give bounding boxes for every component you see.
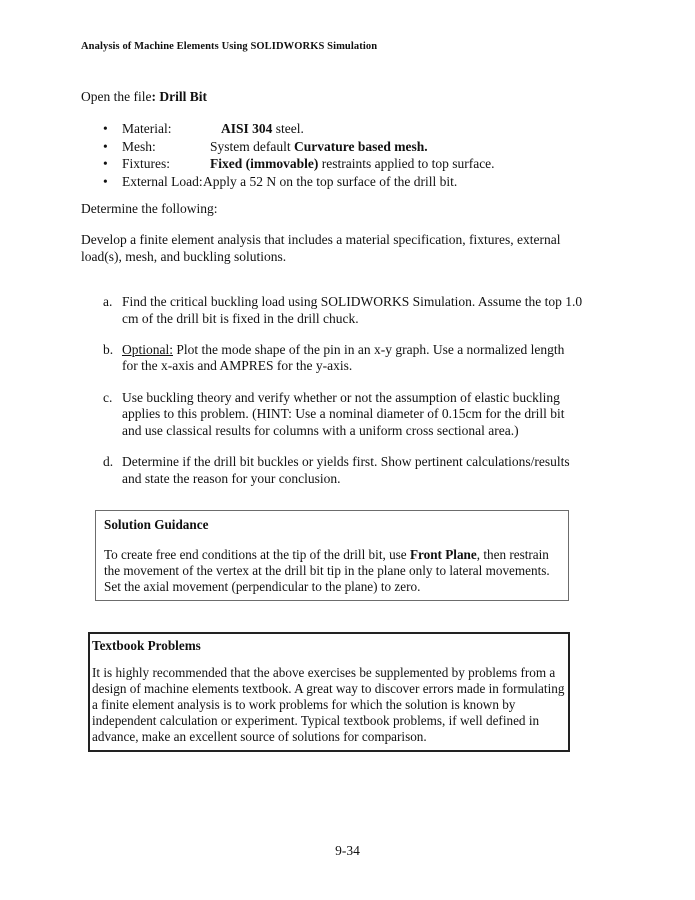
- determine-heading: Determine the following:: [81, 201, 218, 216]
- task-a: [103, 294, 583, 327]
- task-c: [103, 390, 583, 440]
- running-header: Analysis of Machine Elements Using SOLIDWORKS Simulation: [81, 41, 378, 52]
- spec-label: External Load:: [122, 173, 203, 189]
- solution-guidance-title: Solution Guidance: [104, 517, 209, 532]
- bullet-icon: •: [103, 173, 108, 189]
- open-file-instruction: [81, 89, 207, 105]
- optional-label: Optional:: [122, 341, 173, 357]
- spec-label: Fixtures:: [122, 156, 171, 172]
- task-b: [103, 342, 583, 375]
- bullet-icon: •: [103, 138, 108, 154]
- solution-guidance-text: To create free end conditions at the tip of the drill bit, use Front Plane, then restrain the movement of the vertex at the drill bit tip in the plane only to lateral movements. Set the axial movement (perpendicular to the plane) to zero.: [104, 547, 550, 594]
- bullet-icon: •: [103, 156, 108, 172]
- intro-paragraph: Develop a finite element analysis that includes a material specification, fixtures, external load(s), mesh, and buckling solutions.: [81, 232, 561, 264]
- spec-value: System default Curvature based mesh.: [210, 138, 428, 154]
- solution-guidance-box: [95, 510, 569, 601]
- task-text: Determine if the drill bit buckles or yields first. Show pertinent calculations/results and state the reason for your conclusion.: [122, 454, 570, 486]
- task-letter: c.: [103, 389, 113, 405]
- textbook-problems-box: [88, 632, 570, 752]
- task-text: Use buckling theory and verify whether or not the assumption of elastic buckling applies to this problem. (HINT: Use a nominal diameter of 0.15cm for the drill bit and use classical results for columns with a uniform cross sectional area.): [122, 389, 565, 438]
- bullet-icon: •: [103, 121, 108, 136]
- task-letter: a.: [103, 294, 113, 309]
- task-letter: b.: [103, 341, 114, 357]
- page-number: 9-34: [335, 843, 360, 858]
- task-text: Find the critical buckling load using SOLIDWORKS Simulation. Assume the top 1.0 cm of the drill bit is fixed in the drill chuck.: [122, 294, 583, 326]
- open-file-name: : Drill Bit: [151, 89, 207, 104]
- open-file-prefix: Open the file: [81, 89, 152, 104]
- spec-value: AISI 304 steel.: [221, 121, 304, 136]
- spec-label: Mesh:: [122, 138, 156, 154]
- task-d: [103, 454, 583, 487]
- textbook-problems-text: It is highly recommended that the above exercises be supplemented by problems from a design of machine elements textbook. A great way to discover errors made in formulating a finite element analysis is to work problems for which the solution is known by independent calculation or experiment. Typical textbook problems, if well defined in advance, make an excellent source of solutions for comparison.: [92, 665, 565, 744]
- task-letter: d.: [103, 454, 114, 470]
- spec-value: Fixed (immovable) restraints applied to top surface.: [210, 156, 495, 172]
- spec-label: Material:: [122, 121, 172, 136]
- task-text: Plot the mode shape of the pin in an x-y graph. Use a normalized length for the x-axis and AMPRES for the y-axis.: [122, 341, 565, 374]
- spec-value: Apply a 52 N on the top surface of the drill bit.: [203, 173, 458, 189]
- task-list: [103, 294, 583, 502]
- textbook-problems-title: Textbook Problems: [92, 638, 201, 653]
